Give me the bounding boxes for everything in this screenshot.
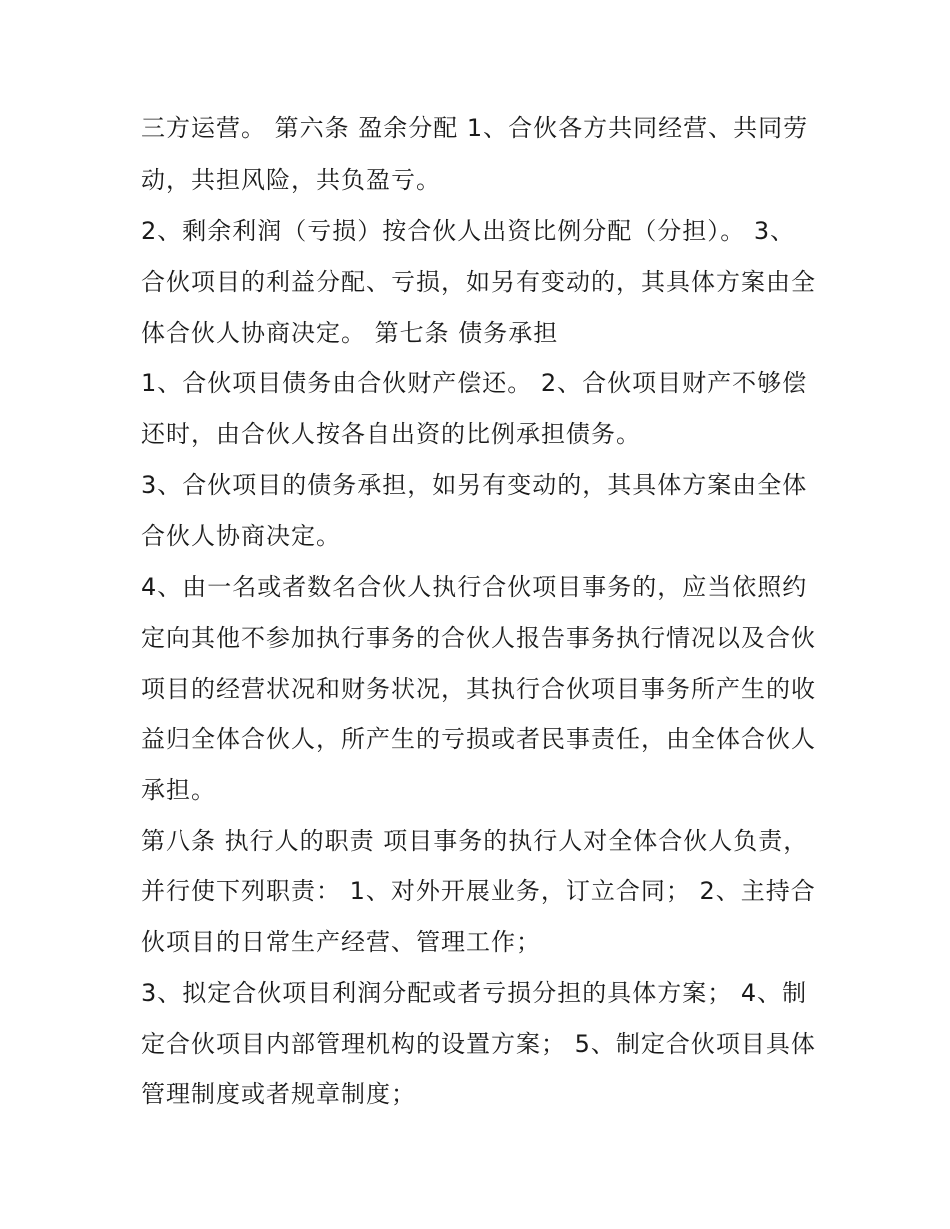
text-line: 三方运营。 第六条 盈余分配 1、合伙各方共同经营、共同劳	[141, 114, 809, 142]
text-line: 2、剩余利润（亏损）按合伙人出资比例分配（分担）。 3、	[141, 217, 796, 245]
text-line: 并行使下列职责： 1、对外开展业务，订立合同； 2、主持合	[141, 877, 816, 905]
text-line: 3、拟定合伙项目利润分配或者亏损分担的具体方案； 4、制	[141, 979, 808, 1007]
text-line: 3、合伙项目的债务承担，如另有变动的，其具体方案由全体	[141, 471, 808, 499]
text-line: 项目的经营状况和财务状况，其执行合伙项目事务所产生的收	[141, 675, 816, 703]
text-line: 承担。	[141, 776, 216, 804]
text-line: 合伙人协商决定。	[141, 522, 341, 550]
text-line: 4、由一名或者数名合伙人执行合伙项目事务的，应当依照约	[141, 573, 808, 601]
text-line: 管理制度或者规章制度；	[141, 1080, 416, 1108]
text-line: 合伙项目的利益分配、亏损，如另有变动的，其具体方案由全	[141, 268, 816, 296]
text-line: 定合伙项目内部管理机构的设置方案； 5、制定合伙项目具体	[141, 1030, 816, 1058]
text-line: 伙项目的日常生产经营、管理工作；	[141, 928, 541, 956]
text-line: 动，共担风险，共负盈亏。	[141, 166, 441, 194]
text-line: 第八条 执行人的职责 项目事务的执行人对全体合伙人负责，	[141, 827, 809, 855]
text-line: 益归全体合伙人，所产生的亏损或者民事责任，由全体合伙人	[141, 725, 816, 753]
text-line: 还时，由合伙人按各自出资的比例承担债务。	[141, 420, 641, 448]
text-line: 1、合伙项目债务由合伙财产偿还。 2、合伙项目财产不够偿	[141, 369, 808, 397]
text-line: 定向其他不参加执行事务的合伙人报告事务执行情况以及合伙	[141, 624, 816, 652]
text-line: 体合伙人协商决定。 第七条 债务承担	[141, 319, 559, 347]
